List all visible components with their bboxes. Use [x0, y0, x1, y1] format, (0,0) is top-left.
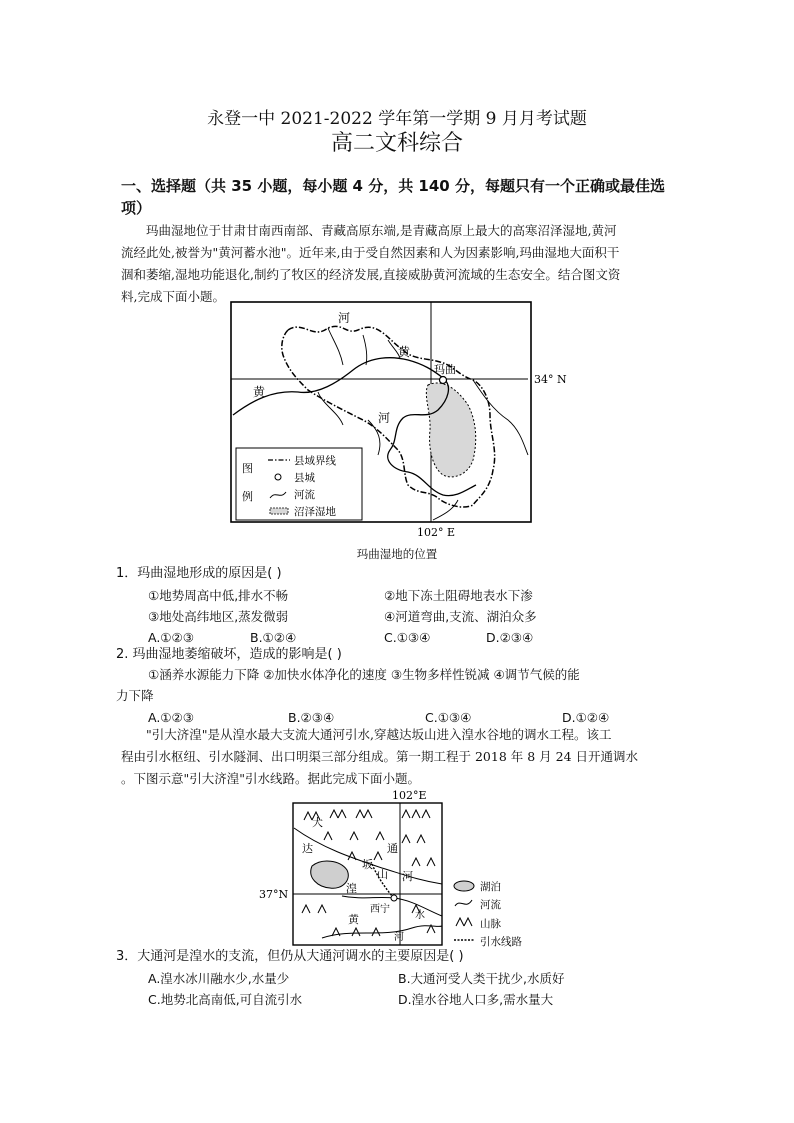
map2-label: 西宁 [370, 904, 390, 915]
q1-statement: ②地下冻土阻碍地表水下渗 [384, 588, 533, 603]
section-heading-line2: 项） [121, 199, 152, 217]
q2-statements: ①涵养水源能力下降 ②加快水体净化的速度 ③生物多样性锐减 ④调节气候的能 [148, 667, 580, 682]
exam-subtitle: 高二文科综合 [330, 131, 463, 156]
legend-item: 河流 [294, 489, 315, 501]
legend-item: 县城 [294, 472, 315, 484]
legend-town-symbol [275, 474, 281, 480]
map2-label: 山 [377, 868, 388, 881]
q1-statement: ①地势周高中低,排水不畅 [148, 588, 289, 603]
q3-option-d[interactable]: D.湟水谷地人口多,需水量大 [398, 992, 554, 1007]
map2-label: 坂 [362, 858, 373, 871]
map2-label: 大 [312, 816, 323, 829]
legend-title: 例 [242, 490, 253, 503]
legend-title: 图 [242, 462, 253, 475]
q1-statement: ④河道弯曲,支流、湖泊众多 [384, 609, 537, 624]
exam-title: 永登一中 2021-2022 学年第一学期 9 月月考试题 [207, 109, 587, 129]
map2-label: 黄 [348, 913, 359, 926]
maqu-wetland-map [228, 300, 573, 542]
q2-option-c[interactable]: C.①③④ [425, 710, 472, 725]
map-caption: 玛曲湿地的位置 [356, 547, 438, 561]
longitude-label: 102° E [417, 526, 456, 539]
q2-option-b[interactable]: B.②③④ [288, 710, 335, 725]
legend-item: 引水线路 [480, 936, 522, 948]
section-heading [121, 175, 681, 219]
q1-statement: ③地处高纬地区,蒸发微弱 [148, 609, 289, 624]
passage-2-line: 。下图示意"引大济湟"引水线路。据此完成下面小题。 [121, 771, 421, 786]
passage-1-line: 玛曲湿地位于甘肃甘南西南部、青藏高原东端,是青藏高原上最大的高寒沼泽湿地,黄河 [146, 223, 617, 238]
map-label-huang: 黄 [253, 385, 266, 399]
legend-river-symbol [455, 900, 472, 906]
q2-option-a[interactable]: A.①②③ [148, 710, 194, 725]
passage-2-line: "引大济湟"是从湟水最大支流大通河引水,穿越达坂山进入湟水谷地的调水工程。该工 [146, 727, 612, 742]
question-1-stem: 1．玛曲湿地形成的原因是( ) [116, 566, 282, 581]
question-3-stem: 3．大通河是湟水的支流，但仍从大通河调水的主要原因是( ) [116, 949, 464, 964]
map-label-river: 河 [378, 411, 391, 425]
longitude-label: 102°E [392, 789, 427, 802]
map2-label: 湟 [346, 882, 357, 895]
map2-label: 河 [394, 932, 404, 943]
legend-item: 山脉 [480, 918, 501, 930]
legend-mountain-symbol [456, 918, 472, 926]
map2-label: 水 [415, 910, 425, 921]
maqu-town-marker [440, 377, 447, 384]
passage-1-line: 涸和萎缩,湿地功能退化,制约了牧区的经济发展,直接威胁黄河流域的生态安全。结合图文资 [121, 267, 621, 282]
legend-item: 湖泊 [480, 881, 501, 893]
map2-label: 河 [402, 870, 413, 883]
map-label-river: 河 [338, 311, 351, 325]
q1-option-d[interactable]: D.②③④ [486, 630, 534, 645]
q1-option-b[interactable]: B.①②④ [250, 630, 297, 645]
legend-lake-symbol [454, 881, 474, 891]
q3-option-c[interactable]: C.地势北高南低,可自流引水 [148, 992, 303, 1007]
q3-option-a[interactable]: A.湟水冰川融水少,水量少 [148, 971, 290, 986]
latitude-label: 34° N [534, 373, 567, 386]
passage-1-line: 料,完成下面小题。 [121, 289, 225, 304]
xining-marker [391, 895, 397, 901]
q1-option-c[interactable]: C.①③④ [384, 630, 431, 645]
q3-option-b[interactable]: B.大通河受人类干扰少,水质好 [398, 971, 565, 986]
legend-wetland-symbol [270, 508, 288, 514]
legend-item: 河流 [480, 899, 501, 911]
passage-1 [121, 220, 676, 308]
q1-option-a[interactable]: A.①②③ [148, 630, 194, 645]
legend-item: 沼泽湿地 [294, 506, 336, 518]
passage-1-line: 流经此处,被誉为"黄河蓄水池"。近年来,由于受自然因素和人为因素影响,玛曲湿地大面积干 [121, 245, 620, 260]
legend-item: 县域界线 [294, 455, 336, 467]
map2-label: 达 [302, 842, 313, 855]
town-label: 玛曲 [434, 363, 456, 376]
question-2-stem: 2. 玛曲湿地萎缩破坏，造成的影响是( ) [116, 647, 342, 662]
section-heading-line1: 一、选择题（共 35 小题，每小题 4 分，共 140 分，每题只有一个正确或最佳选 [121, 177, 665, 195]
passage-2 [121, 724, 676, 790]
q2-statements-cont: 力下降 [116, 688, 154, 703]
q2-option-d[interactable]: D.①②④ [562, 710, 610, 725]
map2-label: 通 [387, 842, 398, 855]
latitude-label: 37°N [259, 888, 289, 901]
passage-2-line: 程由引水枢纽、引水隧洞、出口明渠三部分组成。第一期工程于 2018 年 8 月 24 日开通调水 [121, 749, 639, 764]
water-diversion-map [252, 788, 542, 950]
map-label-huang: 黄 [398, 345, 411, 359]
